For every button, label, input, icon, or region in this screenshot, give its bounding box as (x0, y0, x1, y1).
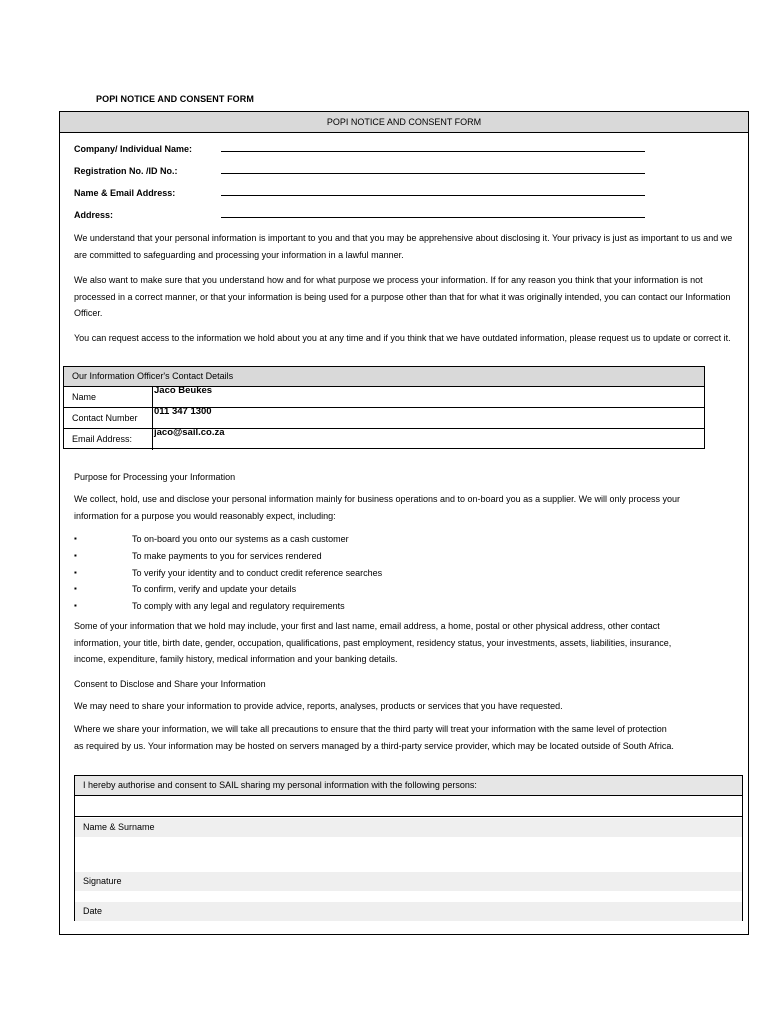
list-item: ▪ To verify your identity and to conduct credit reference searches (74, 565, 674, 582)
officer-row-email (64, 429, 704, 450)
consent-signature-box (74, 775, 743, 921)
list-item: ▪ To make payments to you for services rendered (74, 548, 674, 565)
officer-row-contact (64, 408, 704, 429)
date-field[interactable]: Date (75, 902, 742, 921)
address-line[interactable] (221, 217, 645, 218)
address-label: Address: (74, 210, 114, 220)
list-item: ▪ To on-board you onto our systems as a cash customer (74, 531, 674, 548)
officer-table-header: Our Information Officer's Contact Details (64, 367, 704, 387)
officer-contact-table (63, 366, 705, 449)
document-title: POPI NOTICE AND CONSENT FORM (96, 94, 254, 104)
list-item: ▪ To comply with any legal and regulatory requirements (74, 598, 674, 615)
purpose-intro: We collect, hold, use and disclose your personal information mainly for business operations and to on-board you as a supplier. We will only process your information for a purpose you would reasonably expect, including: (74, 494, 680, 521)
company-name-line[interactable] (221, 151, 645, 152)
signature-field[interactable]: Signature (75, 872, 742, 891)
name-email-line[interactable] (221, 195, 645, 196)
access-paragraph: You can request access to the information we hold about you at any time and if you think that we have outdated information, please request us to update or correct it. (74, 333, 731, 343)
privacy-paragraph: We understand that your personal information is important to you and that you may be apprehensive about disclosing it. Your privacy is just as important to us and we are committed to safeguarding and processing your information in a lawful manner. (74, 233, 733, 260)
officer-name-value: Jaco Beukes (154, 385, 213, 396)
registration-no-label: Registration No. /ID No.: (74, 166, 178, 176)
purpose-paragraph: We also want to make sure that you understand how and for what purpose we process your information. If for any reason you think that your information is not processed in a correct manner, or that your information is being used for a purpose other than that for what it was originally intended, you can contact our Information Officer. (74, 275, 731, 318)
name-surname-field[interactable]: Name & Surname (75, 818, 742, 837)
name-email-label: Name & Email Address: (74, 188, 176, 198)
consent-precautions-paragraph: Where we share your information, we will take all precautions to ensure that the third party will treat your information with the same level of protection as required by us. Your information may be hosted on servers managed by a third-party service provider, which may be located outside of South Africa. (74, 724, 674, 751)
consent-share-paragraph: We may need to share your information to provide advice, reports, analyses, products or services that you have requested. (74, 701, 563, 711)
bullet-icon: ▪ (74, 550, 77, 560)
list-item: ▪ To confirm, verify and update your details (74, 581, 674, 598)
consent-box-header: I hereby authorise and consent to SAIL sharing my personal information with the following persons: (75, 776, 742, 796)
officer-name-label: Name (64, 387, 153, 408)
consent-section-title: Consent to Disclose and Share your Information (74, 679, 266, 689)
bullet-icon: ▪ (74, 534, 77, 543)
officer-email-label: Email Address: (64, 429, 153, 450)
officer-contact-label: Contact Number (64, 408, 153, 429)
bullet-icon: ▪ (74, 567, 77, 577)
purpose-bullet-list (74, 531, 674, 615)
officer-row-name (64, 387, 704, 408)
company-name-label: Company/ Individual Name: (74, 144, 193, 154)
officer-contact-value: 011 347 1300 (154, 406, 212, 417)
registration-no-line[interactable] (221, 173, 645, 174)
consent-persons-field[interactable] (75, 796, 742, 817)
information-types-paragraph: Some of your information that we hold may include, your first and last name, email address, a home, postal or other physical address, other contact information, your title, birth date, gender, occupation, qualifications, past employment, residency status, your investments, assets, liabilities, insurance, income, expenditure, family history, medical information and your banking details. (74, 621, 672, 664)
bullet-icon: ▪ (74, 584, 77, 594)
officer-email-value: jaco@sail.co.za (154, 427, 225, 438)
bullet-icon: ▪ (74, 601, 77, 611)
form-header: POPI NOTICE AND CONSENT FORM (60, 112, 748, 133)
purpose-section-title: Purpose for Processing your Information (74, 472, 236, 482)
